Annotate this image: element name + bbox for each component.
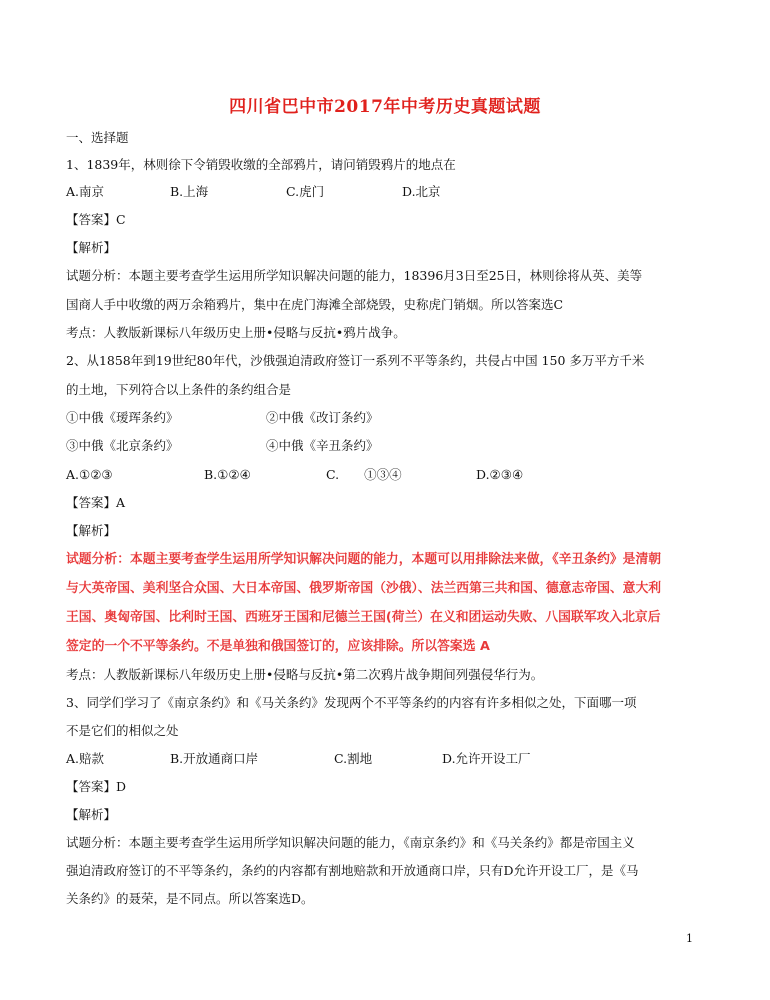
section-heading: 一、选择题	[66, 130, 129, 145]
q3-stem-line-1: 3、同学们学习了《南京条约》和《马关条约》发现两个不平等条约的内容有许多相似之处，下面哪一项	[66, 695, 637, 710]
q1-option-b: B.上海	[170, 184, 209, 199]
q2-analysis-line-1: 试题分析：本题主要考查学生运用所学知识解决问题的能力，本题可以用排除法来做，《辛丑条约》是清朝	[66, 552, 662, 567]
q2-item-2: ②中俄《改订条约》	[266, 410, 379, 425]
q1-kaodian: 考点：人教版新课标八年级历史上册•侵略与反抗•鸦片战争。	[66, 325, 406, 340]
q2-kaodian: 考点：人教版新课标八年级历史上册•侵略与反抗•第二次鸦片战争期间列强侵华行为。	[66, 667, 544, 682]
q2-option-d: D.②③④	[476, 467, 524, 482]
q3-option-b: B.开放通商口岸	[170, 751, 259, 766]
q2-answer: 【答案】A	[66, 495, 126, 510]
page-title: 四川省巴中市2017年中考历史真题试题	[229, 97, 541, 117]
q1-option-c: C.虎门	[286, 184, 325, 199]
q2-item-4: ④中俄《辛丑条约》	[266, 438, 379, 453]
q2-analysis-line-4: 签定的一个不平等条约。不是单独和俄国签订的，应该排除。所以答案选 A	[66, 639, 490, 654]
q3-option-a: A.赔款	[66, 751, 105, 766]
q1-option-a: A.南京	[66, 184, 105, 199]
q2-stem-line-2: 的土地，下列符合以上条件的条约组合是	[66, 382, 292, 397]
q1-analysis-line-1: 试题分析：本题主要考查学生运用所学知识解决问题的能力，18396月3日至25日，林则徐将从英、美等	[66, 268, 643, 283]
q3-analysis-line-1: 试题分析：本题主要考查学生运用所学知识解决问题的能力，《南京条约》和《马关条约》都是帝国主义	[66, 835, 635, 850]
page-number: 1	[686, 932, 693, 945]
q2-option-b: B.①②④	[204, 467, 251, 482]
q1-option-d: D.北京	[402, 184, 441, 199]
q3-option-d: D.允许开设工厂	[442, 751, 531, 766]
q2-stem-line-1: 2、从1858年到19世纪80年代，沙俄强迫清政府签订一系列不平等条约，共侵占中国 150 多万平方千米	[66, 353, 645, 368]
q2-option-a: A.①②③	[66, 467, 113, 482]
q2-analysis-line-3: 王国、奥匈帝国、比利时王国、西班牙王国和尼德兰王国(荷兰）在义和团运动失败、八国联军攻入北京后	[66, 610, 661, 625]
q2-option-c: C. ①③④	[326, 467, 402, 482]
q1-answer: 【答案】C	[66, 212, 126, 227]
q3-jiexi-label: 【解析】	[66, 807, 117, 822]
q2-item-1: ①中俄《瑷珲条约》	[66, 410, 179, 425]
q1-jiexi-label: 【解析】	[66, 240, 117, 255]
q2-jiexi-label: 【解析】	[66, 523, 117, 538]
q2-analysis-line-2: 与大英帝国、美利坚合众国、大日本帝国、俄罗斯帝国（沙俄）、法兰西第三共和国、德意志帝国、意大利	[66, 581, 662, 596]
q3-analysis-line-2: 强迫清政府签订的不平等条约，条约的内容都有割地赔款和开放通商口岸，只有D允许开设工厂，是《马	[66, 863, 639, 878]
q1-analysis-line-2: 国商人手中收缴的两万余箱鸦片，集中在虎门海滩全部烧毁，史称虎门销烟。所以答案选C	[66, 297, 564, 312]
q1-stem: 1、1839年，林则徐下令销毁收缴的全部鸦片，请问销毁鸦片的地点在	[66, 157, 456, 172]
q3-stem-line-2: 不是它们的相似之处	[66, 723, 179, 738]
q3-answer: 【答案】D	[66, 779, 127, 794]
q3-analysis-line-3: 关条约》的聂荣，是不同点。所以答案选D。	[66, 891, 314, 906]
q2-item-3: ③中俄《北京条约》	[66, 438, 179, 453]
q3-option-c: C.割地	[334, 751, 373, 766]
